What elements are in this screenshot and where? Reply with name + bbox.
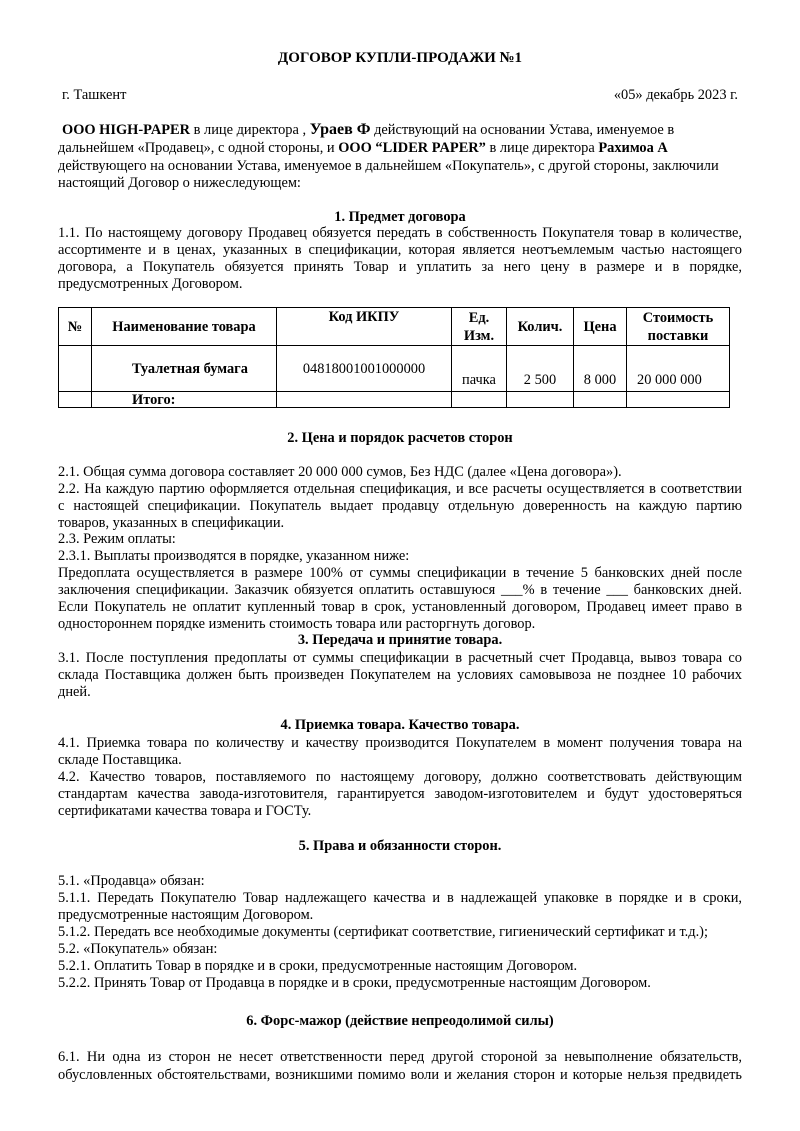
section-4-heading: 4. Приемка товара. Качество товара. bbox=[280, 717, 520, 733]
paragraph-line: сертификатами качества товара и ГОСТу. bbox=[58, 803, 312, 819]
paragraph-line: складе Поставщика. bbox=[58, 752, 182, 768]
row-product-name: Туалетная бумага bbox=[92, 346, 277, 392]
paragraph-line: Если Покупатель не оплатит купленный товар в срок, установленный договором, Продавец имеет право в bbox=[58, 599, 742, 615]
row-total: 20 000 000 bbox=[627, 346, 730, 392]
col-header-code: Код ИКПУ bbox=[277, 308, 452, 346]
paragraph-line: склада Поставщика должен быть произведен Покупателем на условиях самовывоза не позднее 10 рабочих bbox=[58, 667, 742, 683]
document-title: ДОГОВОР КУПЛИ-ПРОДАЖИ №1 bbox=[277, 50, 523, 66]
paragraph-line: стандартам качества завода-изготовителя, гарантируется заводом-изготовителем и будут удостоверяться bbox=[58, 786, 742, 802]
row-code: 04818001001000000 bbox=[277, 346, 452, 392]
paragraph-line: 5.2.2. Принять Товар от Продавца в порядке и в сроки, предусмотренные настоящим Договором. bbox=[58, 975, 651, 991]
paragraph-line: предусмотренных Договором. bbox=[58, 276, 243, 292]
paragraph-line: 5.1.1. Передать Покупателю Товар надлежащего качества и в надлежащей упаковке в порядке и в сроки, bbox=[58, 890, 742, 906]
paragraph-line: одностороннем порядке изменить стоимость товара или расторгнуть договор. bbox=[58, 616, 536, 632]
paragraph-line: 5.1. «Продавца» обязан: bbox=[58, 873, 205, 889]
paragraph-line: 2.1. Общая сумма договора составляет 20 000 000 сумов, Без НДС (далее «Цена договора»). bbox=[58, 464, 622, 480]
paragraph-line: 5.2. «Покупатель» обязан: bbox=[58, 941, 218, 957]
col-header-unit: Ед. Изм. bbox=[452, 308, 507, 346]
section-1-heading: 1. Предмет договора bbox=[334, 209, 466, 225]
section-6-heading: 6. Форс-мажор (действие непреодолимой силы) bbox=[246, 1013, 554, 1029]
paragraph-line: договора, а Покупатель обязуется принять Товар и уплатить за него цену в размере и в порядке, bbox=[58, 259, 742, 275]
preamble-line-1: OOO HIGH-PAPER в лице директора , Ураев Ф действующий на основании Устава, именуемое в bbox=[62, 121, 675, 138]
preamble-line-4: настоящий Договор о нижеследующем: bbox=[58, 175, 301, 191]
paragraph-line: 5.2.1. Оплатить Товар в порядке и в сроки, предусмотренные настоящим Договором. bbox=[58, 958, 578, 974]
col-header-price: Цена bbox=[574, 308, 627, 346]
paragraph-line: 2.3.1. Выплаты производятся в порядке, указанном ниже: bbox=[58, 548, 410, 564]
table-row bbox=[59, 346, 730, 392]
buyer-name: OOO “LIDER PAPER” bbox=[338, 140, 486, 156]
section-3-heading: 3. Передача и принятие товара. bbox=[297, 632, 503, 648]
paragraph-line: 4.1. Приемка товара по количеству и качеству производится Покупателем в момент получения товара на bbox=[58, 735, 742, 751]
row-number bbox=[59, 346, 92, 392]
paragraph-line: заключения спецификации. Заказчик обязуется оплатить оставшуюся ___% в течение ___ банковских дней. bbox=[58, 582, 742, 598]
col-header-qty: Колич. bbox=[507, 308, 574, 346]
preamble-line-3: действующего на основании Устава, именуемое в дальнейшем «Покупатель», с другой стороны, заключили bbox=[58, 158, 719, 174]
section-5-heading: 5. Права и обязанности сторон. bbox=[298, 838, 502, 854]
col-header-name: Наименование товара bbox=[92, 308, 277, 346]
paragraph-line: 2.3. Режим оплаты: bbox=[58, 531, 176, 547]
section-2-heading: 2. Цена и порядок расчетов сторон bbox=[287, 430, 513, 446]
paragraph-line: ассортименте и в ценах, указанных в спецификации, которая является неотъемлемым частью настоящего bbox=[58, 242, 742, 258]
paragraph-line: 1.1. По настоящему договору Продавец обязуется передать в собственность Покупателя товар в количестве, bbox=[58, 225, 742, 241]
buyer-director: Рахимоа А bbox=[598, 140, 668, 156]
row-qty: 2 500 bbox=[507, 346, 574, 392]
paragraph-line: предусмотренные настоящим Договором. bbox=[58, 907, 314, 923]
paragraph-line: Предоплата осуществляется в размере 100% от суммы спецификации в течение 5 банковских дней после bbox=[58, 565, 742, 581]
preamble-line-2: дальнейшем «Продавец», с одной стороны, и OOO “LIDER PAPER” в лице директора Рахимоа А bbox=[58, 140, 668, 156]
paragraph-line: с настоящей спецификации. Покупатель выдает продавцу отдельную доверенность на каждую партию bbox=[58, 498, 742, 514]
paragraph-line: товаров, указанных в спецификации. bbox=[58, 515, 285, 531]
city: г. Ташкент bbox=[62, 87, 127, 103]
col-header-total: Стоимость поставки bbox=[627, 308, 730, 346]
col-header-number: № bbox=[59, 308, 92, 346]
specification-table bbox=[58, 307, 730, 408]
paragraph-line: 5.1.2. Передать все необходимые документы (сертификат соответствие, гигиенический сертификат и т.д.); bbox=[58, 924, 708, 940]
paragraph-line: 6.1. Ни одна из сторон не несет ответственности перед другой стороной за невыполнение обязательств, bbox=[58, 1049, 742, 1065]
paragraph-line: дней. bbox=[58, 684, 91, 700]
row-price: 8 000 bbox=[574, 346, 627, 392]
paragraph-line: 4.2. Качество товаров, поставляемого по настоящему договору, должно соответствовать действующим bbox=[58, 769, 742, 785]
row-unit: пачка bbox=[452, 346, 507, 392]
paragraph-line: 2.2. На каждую партию оформляется отдельная спецификация, и все расчеты осуществляется в соответствии bbox=[58, 481, 742, 497]
seller-director: Ураев Ф bbox=[309, 121, 371, 138]
total-label: Итого: bbox=[92, 392, 277, 408]
seller-name: OOO HIGH-PAPER bbox=[62, 122, 191, 138]
table-total-row bbox=[59, 392, 730, 408]
paragraph-line: обусловленных обстоятельствами, возникшими помимо воли и желания сторон и которые нельзя предвидеть bbox=[58, 1067, 742, 1083]
table-header-row bbox=[59, 308, 730, 346]
paragraph-line: 3.1. После поступления предоплаты от суммы спецификации в расчетный счет Продавца, вывоз товара со bbox=[58, 650, 742, 666]
contract-date: «05» декабрь 2023 г. bbox=[613, 87, 738, 103]
